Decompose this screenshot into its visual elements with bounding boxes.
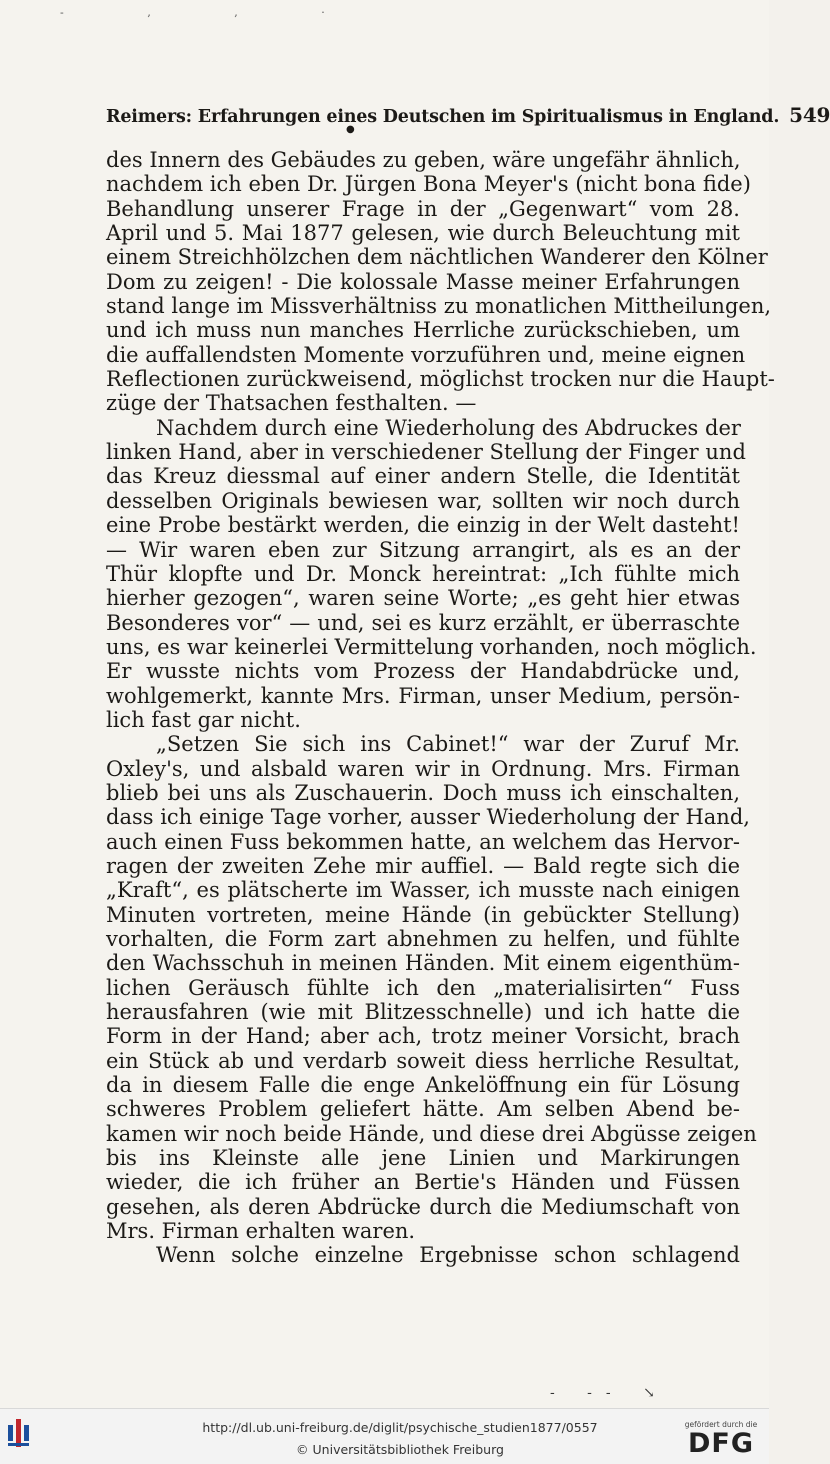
text-line: und ich muss nun manches Herrliche zurückschieben, um bbox=[106, 318, 740, 343]
text-line: stand lange im Missverhältniss zu monatlichen Mittheilungen, bbox=[106, 294, 772, 319]
text-line: blieb bei uns als Zuschauerin. Doch muss ich einschalten, bbox=[106, 780, 740, 805]
text-line: Form in der Hand; aber ach, trotz meiner Vorsicht, brach bbox=[106, 1024, 740, 1049]
text-line: Oxley's, und alsbald waren wir in Ordnung. Mrs. Firman bbox=[106, 756, 740, 781]
text-line: Mrs. Firman erhalten waren. bbox=[106, 1219, 416, 1244]
text-line: da in diesem Falle die enge Ankelöffnung ein für Lösung bbox=[106, 1073, 740, 1098]
text-line: hierher gezogen“, waren seine Worte; „es geht hier etwas bbox=[106, 586, 740, 611]
text-line: April und 5. Mai 1877 gelesen, wie durch Beleuchtung mit bbox=[106, 221, 740, 246]
text-line: Behandlung unserer Frage in der „Gegenwart“ vom 28. bbox=[106, 196, 740, 221]
text-line: uns, es war keinerlei Vermittelung vorhanden, noch möglich. bbox=[106, 634, 757, 659]
text-line: den Wachsschuh in meinen Händen. Mit einem eigenthüm- bbox=[106, 951, 740, 976]
text-line: Thür klopfte und Dr. Monck hereintrat: „Ich fühlte mich bbox=[106, 561, 740, 586]
body-text bbox=[106, 148, 775, 1268]
text-line: Reflectionen zurückweisend, möglichst trocken nur die Haupt- bbox=[106, 367, 775, 392]
page-number: 549 bbox=[789, 103, 830, 127]
text-line: ein Stück ab und verdarb soweit diess herrliche Resultat, bbox=[106, 1048, 740, 1073]
text-line: wohlgemerkt, kannte Mrs. Firman, unser Medium, persön- bbox=[106, 683, 740, 708]
text-line: auch einen Fuss bekommen hatte, an welchem das Hervor- bbox=[106, 829, 740, 854]
text-line: Wenn solche einzelne Ergebnisse schon schlagend bbox=[156, 1243, 740, 1268]
ub-freiburg-logo-icon[interactable] bbox=[8, 1419, 38, 1453]
text-line: kamen wir noch beide Hände, und diese drei Abgüsse zeigen bbox=[106, 1121, 757, 1146]
text-line: lichen Geräusch fühlte ich den „materialisirten“ Fuss bbox=[106, 975, 740, 1000]
text-line: lich fast gar nicht. bbox=[106, 707, 301, 732]
text-line: desselben Originals bewiesen war, sollten wir noch durch bbox=[106, 488, 740, 513]
text-line: „Setzen Sie sich ins Cabinet!“ war der Zuruf Mr. bbox=[156, 732, 740, 757]
text-line: wieder, die ich früher an Bertie's Händen und Füssen bbox=[106, 1170, 740, 1195]
text-line: eine Probe bestärkt werden, die einzig in der Welt dasteht! bbox=[106, 513, 740, 538]
text-line: nachdem ich eben Dr. Jürgen Bona Meyer's (nicht bona fide) bbox=[106, 172, 751, 197]
viewer-footer bbox=[0, 1408, 769, 1464]
text-line: bis ins Kleinste alle jene Linien und Markirungen bbox=[106, 1146, 740, 1171]
text-line: züge der Thatsachen festhalten. — bbox=[106, 391, 477, 416]
text-line: dass ich einige Tage vorher, ausser Wiederholung der Hand, bbox=[106, 805, 750, 830]
text-line: ragen der zweiten Zehe mir auffiel. — Bald regte sich die bbox=[106, 853, 740, 878]
text-line: schweres Problem geliefert hätte. Am selben Abend be- bbox=[106, 1097, 740, 1122]
running-head bbox=[106, 103, 830, 127]
header-dot: ● bbox=[346, 124, 355, 135]
text-line: herausfahren (wie mit Blitzesschnelle) und ich hatte die bbox=[106, 1000, 740, 1025]
scan-smudge: - -- ↘ bbox=[550, 1385, 669, 1401]
text-line: Minuten vortreten, meine Hände (in gebückter Stellung) bbox=[106, 902, 740, 927]
text-line: das Kreuz diessmal auf einer andern Stelle, die Identität bbox=[106, 464, 740, 489]
text-line: linken Hand, aber in verschiedener Stellung der Finger und bbox=[106, 440, 746, 465]
dfg-logo[interactable]: DFG bbox=[687, 1428, 755, 1459]
copyright-notice: © Universitätsbibliothek Freiburg bbox=[296, 1442, 504, 1457]
text-line: „Kraft“, es plätscherte im Wasser, ich musste nach einigen bbox=[106, 878, 740, 903]
text-line: Besonderes vor“ — und, sei es kurz erzählt, er überraschte bbox=[106, 610, 740, 635]
text-line: einem Streichhölzchen dem nächtlichen Wanderer den Kölner bbox=[106, 245, 768, 270]
text-line: Dom zu zeigen! - Die kolossale Masse meiner Erfahrungen bbox=[106, 269, 740, 294]
dfg-funding-note: gefördert durch die bbox=[684, 1420, 758, 1429]
text-line: Er wusste nichts vom Prozess der Handabdrücke und, bbox=[106, 659, 740, 684]
text-line: vorhalten, die Form zart abnehmen zu helfen, und fühlte bbox=[106, 927, 740, 951]
text-line: des Innern des Gebäudes zu geben, wäre ungefähr ähnlich, bbox=[106, 148, 741, 172]
scan-marks: - ‚ , · bbox=[60, 6, 365, 19]
page-url[interactable]: http://dl.ub.uni-freiburg.de/diglit/psychische_studien1877/0557 bbox=[202, 1420, 598, 1435]
text-line: Nachdem durch eine Wiederholung des Abdruckes der bbox=[156, 415, 741, 440]
text-line: die auffallendsten Momente vorzuführen und, meine eignen bbox=[106, 342, 746, 367]
text-line: — Wir waren eben zur Sitzung arrangirt, als es an der bbox=[106, 537, 740, 562]
running-head-title: Reimers: Erfahrungen eines Deutschen im Spiritualismus in England. bbox=[106, 107, 780, 127]
text-line: gesehen, als deren Abdrücke durch die Mediumschaft von bbox=[106, 1194, 740, 1219]
